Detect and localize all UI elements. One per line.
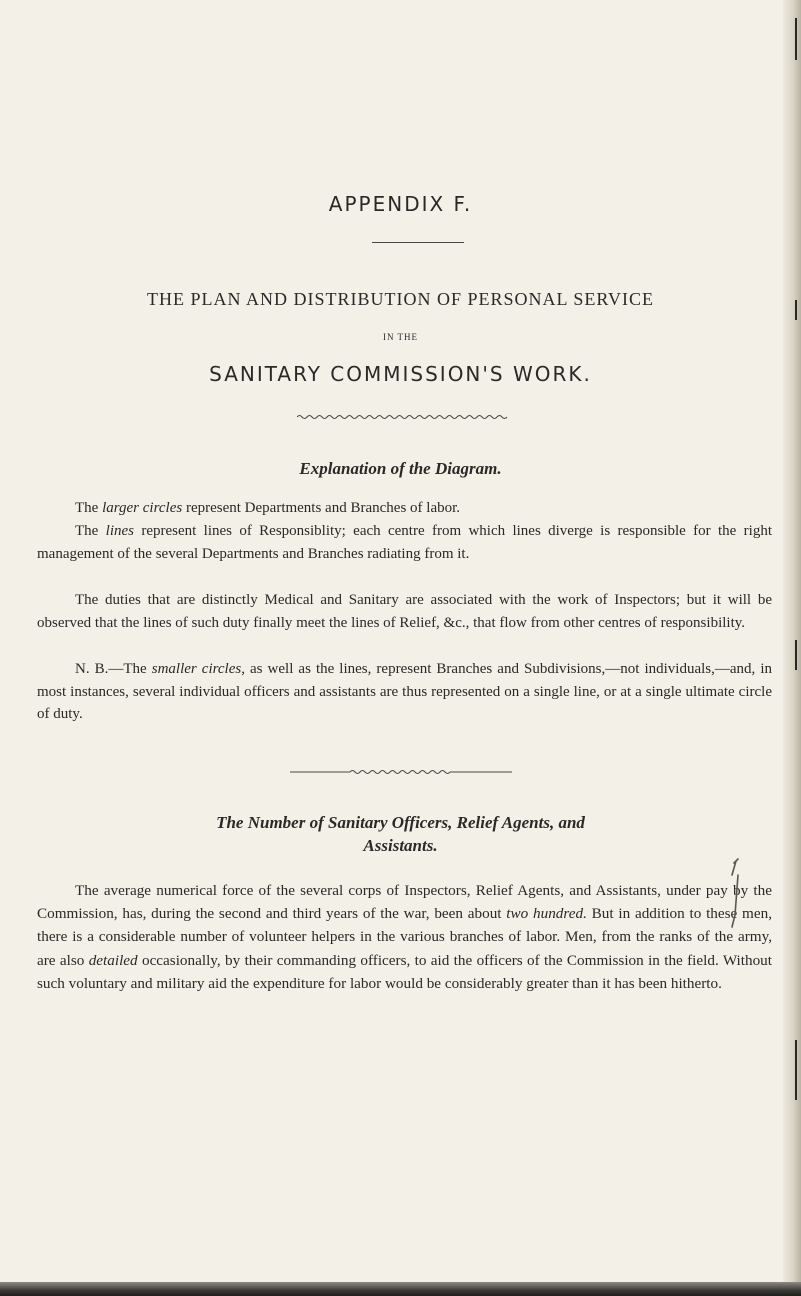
plan-title: THE PLAN AND DISTRIBUTION OF PERSONAL SERVICE — [147, 289, 654, 309]
number-heading-line2: Assistants. — [363, 836, 438, 855]
number-heading-line1: The Number of Sanitary Officers, Relief Agents, and — [216, 813, 585, 832]
paragraph-larger-circles: The larger circles represent Departments and Branches of labor. — [75, 500, 461, 516]
divider-short — [372, 242, 464, 243]
explanation-heading: Explanation of the Diagram. — [299, 459, 502, 478]
paragraph-duties: The duties that are distinctly Medical and Sanitary are associated with the work of Inspectors; but it will be observed that the lines of such duty finally meet the lines of Relief, &c., that flow from other centres of responsibility. — [37, 592, 772, 631]
wavy-divider-1 — [297, 413, 509, 421]
pencil-mark — [720, 855, 750, 935]
page-edge-bottom — [0, 1282, 801, 1296]
paragraph-number-force: The average numerical force of the several corps of Inspectors, Relief Agents, and Assistants, under pay by the Commission, has, during the second and third years of the war, been about two hundred. But in addition to these men, there is a considerable number of volunteer helpers in the various branches of labor. Men, from the ranks of the army, are also detailed occasionally, by their commanding officers, to aid the officers of the Commission in the field. Without such voluntary and military aid the expenditure for labor would be considerably greater than it has been hitherto. — [37, 882, 773, 992]
wavy-divider-2 — [290, 768, 512, 776]
paragraph-lines: The lines represent lines of Responsiblity; each centre from which lines diverge is responsible for the right management of the several Departments and Branches radiating from it. — [37, 523, 772, 562]
appendix-heading: APPENDIX F. — [328, 192, 473, 216]
paragraph-nb: N. B.—The smaller circles, as well as the lines, represent Branches and Subdivisions,—not individuals,—and, in most instances, several individual officers and assistants are thus represented on a single line, or at a single ultimate circle of duty. — [37, 661, 772, 723]
commission-title: SANITARY COMMISSION'S WORK. — [209, 362, 592, 386]
in-the-label: IN THE — [382, 332, 419, 342]
